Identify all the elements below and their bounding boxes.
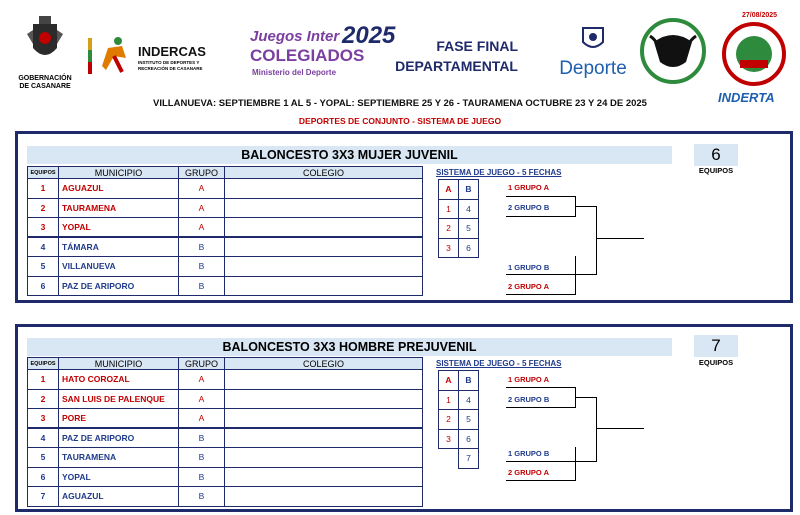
colegio-cell[interactable] (225, 370, 423, 390)
table-cell: 3 (439, 429, 459, 449)
bracket-line (506, 196, 576, 197)
governor-logo (14, 14, 76, 94)
colegio-cell[interactable] (225, 198, 423, 218)
team-count-label: EQUIPOS (698, 166, 734, 175)
table-cell: B (179, 276, 225, 296)
table-cell: B (179, 467, 225, 487)
colegio-cell[interactable] (225, 218, 423, 238)
colegio-cell[interactable] (225, 276, 423, 296)
table-cell: B (459, 180, 479, 200)
table-cell: AGUAZUL (59, 487, 179, 507)
table-cell: 4 (28, 237, 59, 257)
table-cell: PORE (59, 409, 179, 429)
table-cell: B (179, 448, 225, 468)
table-cell: 1 (28, 370, 59, 390)
table-cell: A (439, 371, 459, 391)
table-row (28, 389, 423, 409)
bracket-line (596, 238, 644, 239)
bracket-line (596, 397, 597, 462)
colegio-cell[interactable] (225, 487, 423, 507)
table-cell: 5 (459, 219, 479, 239)
table-cell: 1 (28, 179, 59, 199)
system-title: SISTEMA DE JUEGO - 5 FECHAS (436, 168, 562, 177)
table-cell: 5 (28, 257, 59, 277)
colegio-cell[interactable] (225, 467, 423, 487)
table-cell: B (179, 237, 225, 257)
table-cell: 2 (28, 389, 59, 409)
table-header: EQUIPOS MUNICIPIO GRUPO COLEGIO (28, 167, 423, 179)
bracket-line (575, 274, 597, 275)
deporte-logo: Deporte (548, 24, 638, 79)
table-cell (439, 449, 459, 469)
bracket-slot: 1 GRUPO B (508, 263, 550, 272)
bracket-line (506, 387, 576, 388)
colegio-cell[interactable] (225, 428, 423, 448)
inderta-logo: INDERTA (718, 90, 775, 105)
table-cell: B (179, 428, 225, 448)
indercas-subtitle: INSTITUTO DE DEPORTES Y RECREACIÓN DE CASANARE (138, 60, 203, 71)
table-row (28, 257, 423, 277)
table-row (28, 409, 423, 429)
indercas-logo: INDERCAS (138, 44, 206, 59)
bracket-slot: 2 GRUPO B (508, 203, 550, 212)
table-cell: A (179, 409, 225, 429)
table-cell: PAZ DE ARIPORO (59, 276, 179, 296)
table-cell: B (179, 257, 225, 277)
table-cell: 3 (28, 218, 59, 238)
colegio-cell[interactable] (225, 389, 423, 409)
table-cell: 4 (28, 428, 59, 448)
bracket-line (506, 461, 576, 462)
bracket-line (506, 294, 576, 295)
governor-name: GOBERNACIÓN DE CASANARE (18, 75, 72, 90)
flag-icon (88, 38, 92, 74)
table-cell: A (179, 179, 225, 199)
table-row (28, 179, 423, 199)
bracket-slot: 1 GRUPO A (508, 183, 549, 192)
bracket-slot: 1 GRUPO B (508, 449, 550, 458)
table-cell: AGUAZUL (59, 179, 179, 199)
date-stamp: 27/08/2025 (742, 12, 778, 19)
table-row (28, 218, 423, 238)
table-cell: PAZ DE ARIPORO (59, 428, 179, 448)
athlete-icon (100, 36, 130, 81)
seal-icon (726, 26, 782, 82)
intercolegiados-logo: Juegos Inter COLEGIADOS Ministerio del Deporte 2025 FASE FINAL DEPARTAMENTAL (250, 22, 518, 77)
bracket-line (575, 256, 576, 295)
system-table (438, 370, 479, 469)
table-cell: 7 (459, 449, 479, 469)
table-cell: 6 (28, 276, 59, 296)
table-cell: A (179, 370, 225, 390)
table-cell: 4 (459, 390, 479, 410)
bracket-line (506, 274, 576, 275)
bracket-line (575, 206, 597, 207)
table-row (28, 237, 423, 257)
table-cell: 2 (28, 198, 59, 218)
team-count: 7 (694, 335, 738, 357)
bracket-line (506, 216, 576, 217)
table-header: EQUIPOS MUNICIPIO GRUPO COLEGIO (28, 358, 423, 370)
table-cell: 4 (459, 199, 479, 219)
panel-mujer-juvenil (15, 131, 793, 303)
colegio-cell[interactable] (225, 237, 423, 257)
table-cell: 3 (28, 409, 59, 429)
system-title: SISTEMA DE JUEGO - 5 FECHAS (436, 359, 562, 368)
bracket-slot: 2 GRUPO B (508, 395, 550, 404)
bracket-slot: 1 GRUPO A (508, 375, 549, 384)
bracket-line (506, 407, 576, 408)
panel-hombre-prejuvenil (15, 324, 793, 512)
table-cell: 1 (439, 199, 459, 219)
bracket-line (575, 397, 597, 398)
table-cell: B (179, 487, 225, 507)
table-cell: A (179, 198, 225, 218)
team-count-label: EQUIPOS (698, 358, 734, 367)
bracket-slot: 2 GRUPO A (508, 468, 549, 477)
teams-table (27, 357, 423, 507)
table-row (28, 370, 423, 390)
table-cell: 6 (459, 238, 479, 258)
bull-icon (644, 22, 702, 80)
table-row (28, 428, 423, 448)
table-row (28, 487, 423, 507)
teams-table (27, 166, 423, 296)
table-cell: 3 (439, 238, 459, 258)
colegio-cell[interactable] (225, 448, 423, 468)
table-cell: VILLANUEVA (59, 257, 179, 277)
colegio-cell[interactable] (225, 257, 423, 277)
coat-of-arms-icon (25, 14, 65, 70)
table-cell: 6 (28, 467, 59, 487)
table-row (28, 198, 423, 218)
table-row (28, 448, 423, 468)
table-cell: 2 (439, 219, 459, 239)
table-cell: A (179, 218, 225, 238)
colegio-cell[interactable] (225, 179, 423, 199)
panel-title: BALONCESTO 3X3 MUJER JUVENIL (27, 146, 672, 164)
table-cell: 5 (459, 410, 479, 430)
table-cell: 7 (28, 487, 59, 507)
page-subtitle: DEPORTES DE CONJUNTO - SISTEMA DE JUEGO (298, 116, 502, 126)
shield-icon (580, 24, 606, 54)
system-table (438, 179, 479, 258)
panel-title: BALONCESTO 3X3 HOMBRE PREJUVENIL (27, 338, 672, 356)
team-count: 6 (694, 144, 738, 166)
table-cell: A (179, 389, 225, 409)
bracket-line (575, 461, 597, 462)
table-cell: A (439, 180, 459, 200)
bracket-line (575, 447, 576, 481)
bull-logo (640, 18, 706, 84)
table-cell: TÁMARA (59, 237, 179, 257)
table-cell: TAURAMENA (59, 198, 179, 218)
table-row (28, 467, 423, 487)
colegio-cell[interactable] (225, 409, 423, 429)
table-cell: HATO COROZAL (59, 370, 179, 390)
table-cell: B (459, 371, 479, 391)
bracket-line (596, 428, 644, 429)
schedule-line: VILLANUEVA: SEPTIEMBRE 1 AL 5 - YOPAL: SEPTIEMBRE 25 Y 26 - TAURAMENA OCTUBRE 23 Y 24 DE 2025 (153, 98, 647, 109)
table-cell: 6 (459, 429, 479, 449)
table-cell: SAN LUIS DE PALENQUE (59, 389, 179, 409)
bracket-line (506, 480, 576, 481)
table-cell: YOPAL (59, 218, 179, 238)
table-cell: 1 (439, 390, 459, 410)
table-cell: 5 (28, 448, 59, 468)
table-cell: YOPAL (59, 467, 179, 487)
table-cell: 2 (439, 410, 459, 430)
table-cell: TAURAMENA (59, 448, 179, 468)
bracket-line (596, 206, 597, 275)
bracket-slot: 2 GRUPO A (508, 282, 549, 291)
table-row (28, 276, 423, 296)
alcaldia-logo (722, 22, 786, 86)
